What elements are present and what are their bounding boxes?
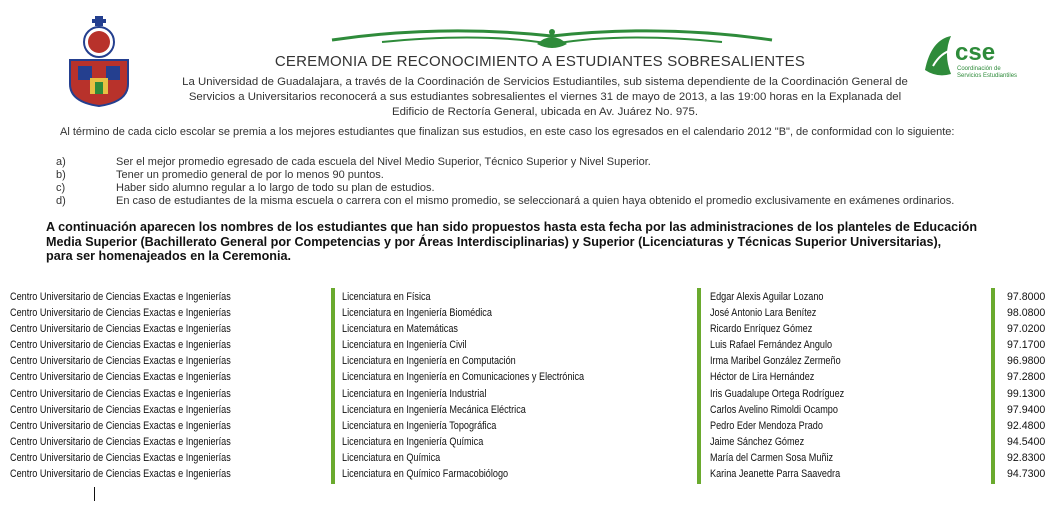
table-row — [0, 290, 1057, 306]
criteria-letter: a) — [56, 156, 66, 168]
announcement-line: Media Superior (Bachillerato General por Competencias y por Áreas Interdisciplinarias) y Superior (Licenciaturas y Técnicas Superior Universitarias), — [46, 234, 942, 249]
cell-career: Licenciatura en Química — [342, 451, 441, 464]
criteria-item — [56, 169, 1046, 182]
table-row — [0, 467, 1057, 483]
cell-career: Licenciatura en Ingeniería en Comunicaciones y Electrónica — [342, 371, 585, 384]
criteria-letter: c) — [56, 182, 66, 194]
cell-career: Licenciatura en Ingeniería en Computación — [342, 355, 516, 368]
announcement-line: para ser homenajeados en la Ceremonia. — [46, 249, 291, 263]
criteria-item — [56, 156, 1046, 169]
cell-score: 97.9400 — [1007, 403, 1046, 416]
announcement-paragraph — [46, 220, 1046, 264]
cse-logo-subtitle-1: Coordinación de — [957, 66, 1001, 72]
cell-score: 94.5400 — [1007, 435, 1046, 448]
cell-score: 97.8000 — [1007, 291, 1046, 303]
cell-student-name: Karina Jeanette Parra Saavedra — [710, 468, 841, 481]
cell-score: 97.2800 — [1007, 371, 1046, 384]
cell-student-name: Irma Maribel González Zermeño — [710, 355, 841, 368]
table-row — [0, 451, 1057, 467]
cell-center: Centro Universitario de Ciencias Exactas e Ingenierías — [10, 387, 231, 400]
cell-career: Licenciatura en Ingeniería Civil — [342, 339, 467, 352]
cell-center: Centro Universitario de Ciencias Exactas e Ingenierías — [10, 371, 231, 384]
cell-student-name: José Antonio Lara Benítez — [710, 307, 817, 320]
cell-student-name: Ricardo Enríquez Gómez — [710, 323, 813, 336]
cell-student-name: Jaime Sánchez Gómez — [710, 435, 805, 448]
criteria-text: Tener un promedio general de por lo menos 90 puntos. — [116, 169, 384, 181]
intro-paragraph — [160, 75, 930, 120]
cell-center: Centro Universitario de Ciencias Exactas e Ingenierías — [10, 323, 231, 336]
university-seal-icon — [62, 14, 136, 108]
cell-center: Centro Universitario de Ciencias Exactas e Ingenierías — [10, 403, 231, 416]
cell-score: 96.9800 — [1007, 355, 1046, 368]
table-row — [0, 370, 1057, 386]
cse-logo-text: cse — [955, 39, 996, 66]
cell-student-name: Héctor de Lira Hernández — [710, 371, 815, 384]
announcement-line: A continuación aparecen los nombres de los estudiantes que han sido propuestos hasta esta fecha por las administraciones de los planteles de Educación — [46, 220, 978, 234]
cell-student-name: Pedro Eder Mendoza Prado — [710, 419, 823, 432]
text-cursor — [94, 487, 95, 501]
criteria-item — [56, 182, 1046, 195]
cell-career: Licenciatura en Ingeniería Química — [342, 435, 484, 448]
cell-career: Licenciatura en Física — [342, 291, 431, 303]
cell-career: Licenciatura en Ingeniería Topográfica — [342, 419, 497, 432]
cell-career: Licenciatura en Ingeniería Biomédica — [342, 307, 492, 320]
criteria-list — [56, 156, 1046, 208]
table-row — [0, 306, 1057, 322]
cell-center: Centro Universitario de Ciencias Exactas e Ingenierías — [10, 291, 231, 303]
cell-score: 98.0800 — [1007, 307, 1046, 320]
table-row — [0, 322, 1057, 338]
cell-student-name: Luis Rafael Fernández Angulo — [710, 339, 833, 352]
cell-score: 97.0200 — [1007, 323, 1046, 336]
cell-student-name: Iris Guadalupe Ortega Rodríguez — [710, 387, 845, 400]
table-row — [0, 354, 1057, 370]
cell-score: 92.8300 — [1007, 451, 1046, 464]
cell-center: Centro Universitario de Ciencias Exactas e Ingenierías — [10, 355, 231, 368]
cell-career: Licenciatura en Químico Farmacobiólogo — [342, 468, 509, 481]
cell-career: Licenciatura en Ingeniería Mecánica Eléctrica — [342, 403, 526, 416]
cell-center: Centro Universitario de Ciencias Exactas e Ingenierías — [10, 307, 231, 320]
intro-line: Servicios a Universitarios reconocerá a sus estudiantes sobresalientes el viernes 31 de mayo de 2013, a las 19:00 horas en la Explanada del — [188, 91, 902, 103]
cell-score: 99.1300 — [1007, 387, 1046, 400]
criteria-letter: b) — [56, 169, 66, 181]
criteria-text: Haber sido alumno regular a lo largo de todo su plan de estudios. — [116, 182, 435, 194]
criteria-item — [56, 195, 1046, 208]
intro-line: Edificio de Rectoría General, ubicada en Av. Juárez No. 975. — [391, 106, 699, 118]
table-row — [0, 419, 1057, 435]
intro-line: La Universidad de Guadalajara, a través de la Coordinación de Servicios Estudiantiles, sub sistema dependiente de la Coordinación General de — [182, 76, 908, 88]
cell-score: 92.4800 — [1007, 419, 1046, 432]
cell-score: 97.1700 — [1007, 339, 1046, 352]
page-title: CEREMONIA DE RECONOCIMIENTO A ESTUDIANTES SOBRESALIENTES — [274, 53, 806, 70]
cell-center: Centro Universitario de Ciencias Exactas e Ingenierías — [10, 451, 231, 464]
cse-logo-subtitle-2: Servicios Estudiantiles — [957, 73, 1018, 79]
cell-score: 94.7300 — [1007, 468, 1046, 481]
lead-paragraph: Al término de cada ciclo escolar se premia a los mejores estudiantes que finalizan sus estudios, en este caso los egresados en el calendario 2012 "B", de conformidad con lo siguiente: — [60, 126, 955, 138]
cell-student-name: Edgar Alexis Aguilar Lozano — [710, 291, 824, 303]
table-row — [0, 403, 1057, 419]
cell-career: Licenciatura en Ingeniería Industrial — [342, 387, 487, 400]
cell-career: Licenciatura en Matemáticas — [342, 323, 458, 336]
student-rows — [0, 290, 1057, 483]
table-row — [0, 435, 1057, 451]
cell-center: Centro Universitario de Ciencias Exactas e Ingenierías — [10, 419, 231, 432]
cell-center: Centro Universitario de Ciencias Exactas e Ingenierías — [10, 435, 231, 448]
cell-student-name: Carlos Avelino Rimoldi Ocampo — [710, 403, 838, 416]
cse-logo-icon — [921, 30, 1029, 86]
ornament-divider-icon — [322, 22, 782, 52]
criteria-text: Ser el mejor promedio egresado de cada escuela del Nivel Medio Superior, Técnico Superior y Nivel Superior. — [116, 156, 651, 168]
table-row — [0, 338, 1057, 354]
table-row — [0, 387, 1057, 403]
cell-center: Centro Universitario de Ciencias Exactas e Ingenierías — [10, 468, 231, 481]
criteria-letter: d) — [56, 195, 66, 207]
criteria-text: En caso de estudiantes de la misma escuela o carrera con el mismo promedio, se seleccionará a quien haya obtenido el promedio exclusivamente en exámenes ordinarios. — [116, 195, 955, 207]
cell-center: Centro Universitario de Ciencias Exactas e Ingenierías — [10, 339, 231, 352]
cell-student-name: María del Carmen Sosa Muñiz — [710, 451, 834, 464]
